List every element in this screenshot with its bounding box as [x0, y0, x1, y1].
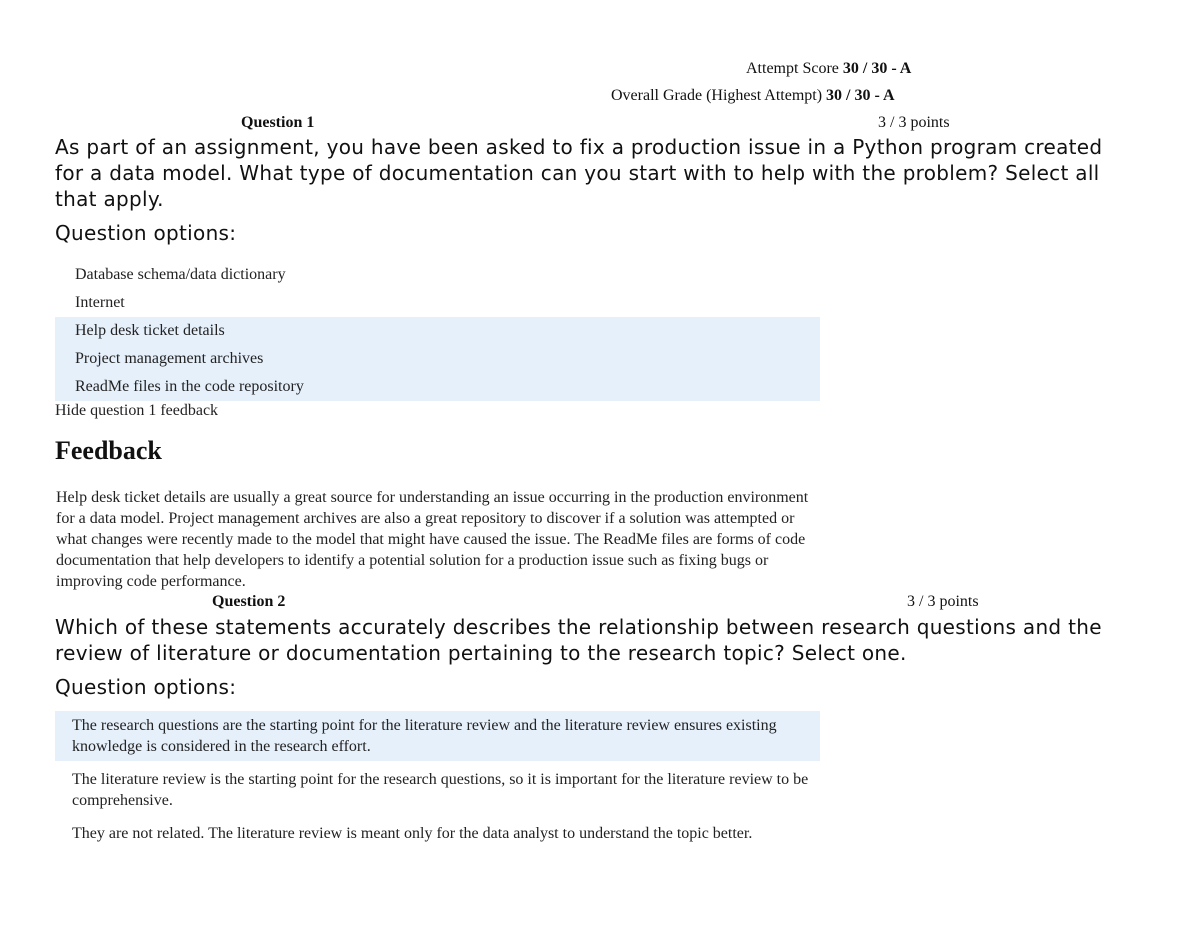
question-2-option[interactable]: They are not related. The literature review is meant only for the data analyst to understand the topic better.: [72, 825, 753, 842]
overall-grade: [611, 87, 895, 105]
question-1-title: Question 1: [241, 114, 315, 131]
question-2-options-heading: Question options:: [55, 675, 237, 699]
question-1-option-selected[interactable]: ReadMe files in the code repository: [55, 373, 820, 401]
question-1-option-selected[interactable]: Project management archives: [55, 345, 820, 373]
feedback-text: Help desk ticket details are usually a great source for understanding an issue occurring in the production environment for a data model. Project management archives are also a great repository to discover if a solution was attempted or what changes were recently made to the model that might have caused the issue. The ReadMe files are forms of code documentation that help developers to identify a potential solution for a production issue such as fixing bugs or improving code performance.: [56, 489, 809, 590]
feedback-heading: Feedback: [55, 436, 162, 465]
hide-feedback-link[interactable]: Hide question 1 feedback: [55, 402, 219, 419]
question-2-points: 3 / 3 points: [907, 593, 979, 610]
overall-grade-value: 30 / 30 - A: [826, 87, 895, 104]
question-1-option[interactable]: Internet: [75, 294, 125, 311]
question-2-options: [55, 711, 820, 848]
question-2-option[interactable]: The literature review is the starting point for the research questions, so it is important for the literature review to be comprehensive.: [72, 771, 809, 809]
question-1-options-heading: Question options:: [55, 221, 237, 245]
question-1-option[interactable]: Database schema/data dictionary: [75, 266, 286, 283]
question-1-options: [55, 261, 820, 401]
question-1-points: 3 / 3 points: [878, 114, 950, 131]
attempt-score-label: Attempt Score: [746, 60, 839, 77]
question-1-prompt: As part of an assignment, you have been asked to fix a production issue in a Python program created for a data model. What type of documentation can you start with to help with the problem? Select all that apply.: [55, 135, 1103, 211]
attempt-score: [746, 60, 911, 78]
question-2-title: Question 2: [212, 593, 286, 610]
attempt-score-value: 30 / 30 - A: [842, 60, 912, 77]
question-2-prompt: Which of these statements accurately describes the relationship between research questions and the review of literature or documentation pertaining to the research topic? Select one.: [55, 615, 1102, 665]
overall-grade-label: Overall Grade (Highest Attempt): [611, 87, 823, 104]
question-1-option-selected[interactable]: Help desk ticket details: [55, 317, 820, 345]
question-2-option-selected[interactable]: The research questions are the starting point for the literature review and the literature review ensures existing knowledge is considered in the research effort.: [55, 711, 820, 761]
